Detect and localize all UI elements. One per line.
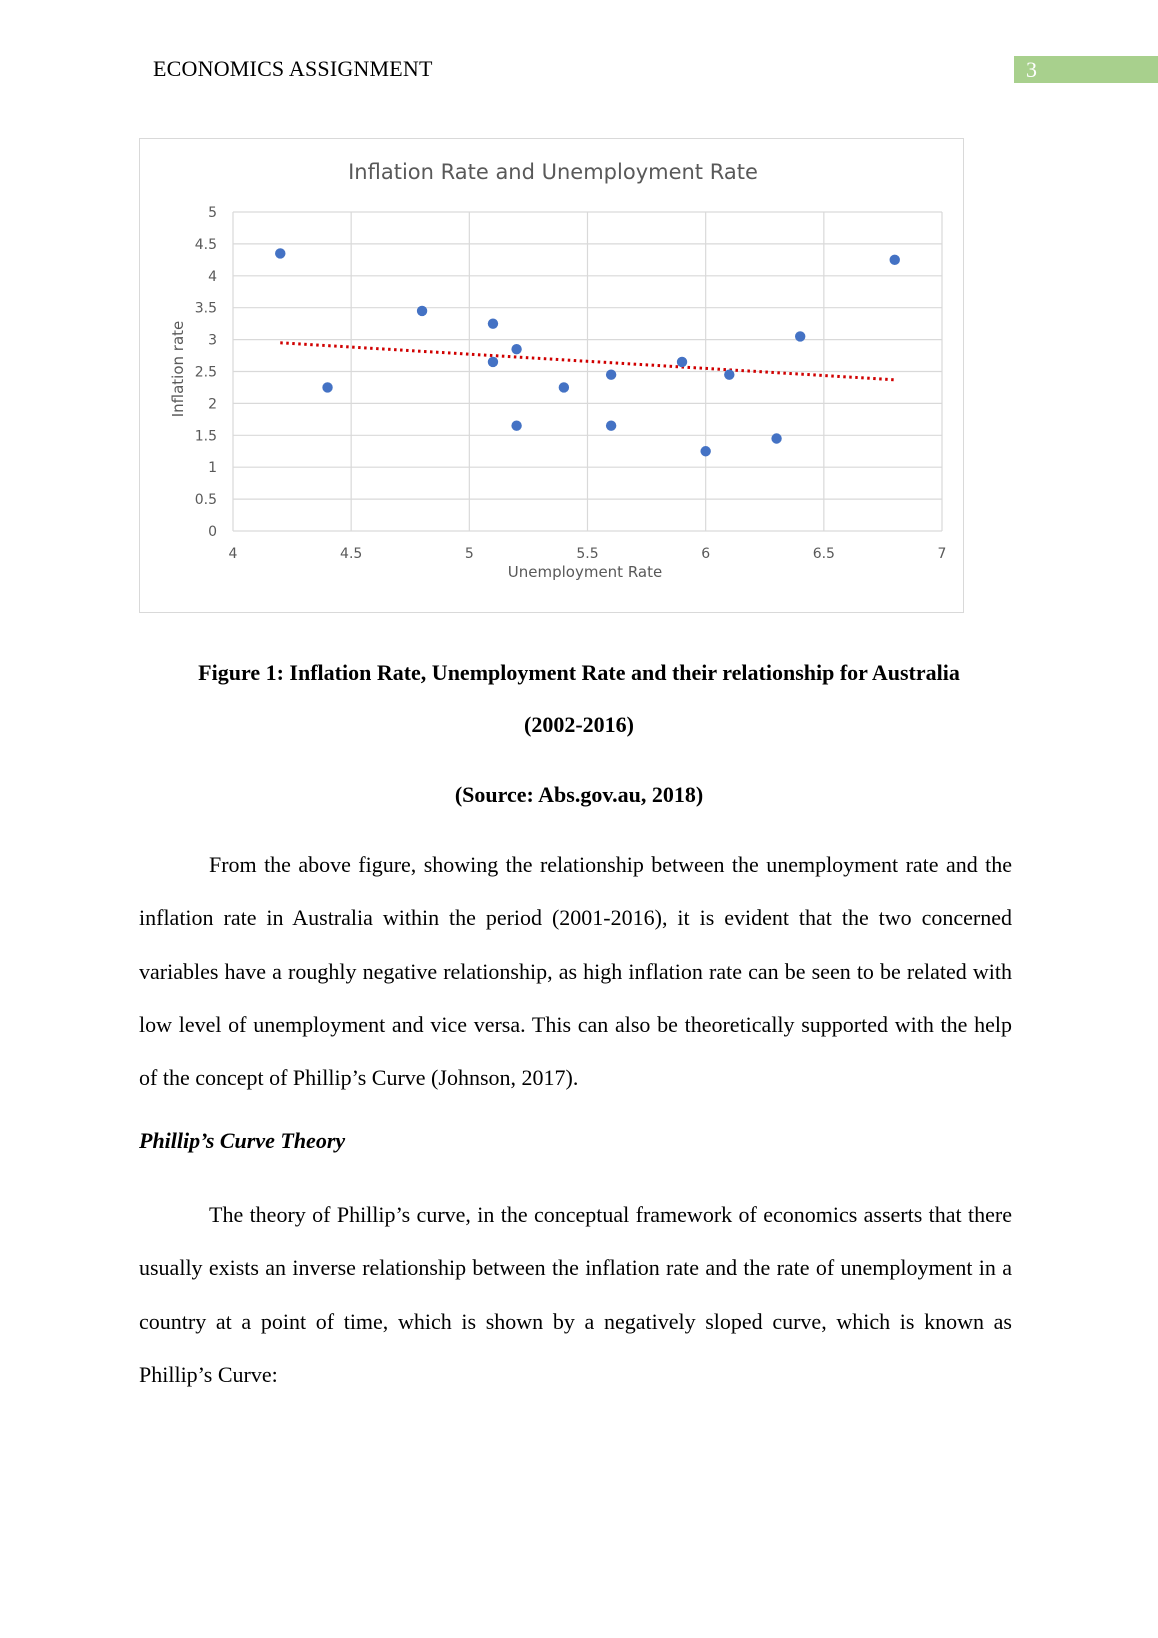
body-paragraph-1: From the above figure, showing the relationship between the unemployment rate and the inflation rate in Australia within the period (2001-2016), it is evident that the two concerned variables have a roughly negative relationship, as high inflation rate can be seen to be related with low level of unemployment and vice versa. This can also be theoretically supported with the help of the concept of Phillip’s Curve (Johnson, 2017).: [139, 852, 1012, 1091]
figure-caption: Figure 1: Inflation Rate, Unemployment Rate and their relationship for Australia: [198, 660, 960, 685]
y-axis-label: Inflation rate: [169, 320, 187, 418]
data-point: [795, 331, 805, 341]
chart-title: Inflation Rate and Unemployment Rate: [348, 160, 758, 184]
y-tick-label: 0.5: [194, 492, 217, 509]
section-heading: Phillip’s Curve Theory: [139, 1128, 346, 1153]
figure-source: (Source: Abs.gov.au, 2018): [454, 782, 704, 807]
x-tick-label: 7: [937, 546, 947, 562]
data-point: [511, 344, 521, 354]
data-point: [488, 318, 498, 328]
figure-caption-years: (2002-2016): [524, 712, 634, 737]
data-point: [677, 357, 687, 367]
y-tick-label: 3: [208, 332, 217, 349]
y-tick-label: 0: [208, 524, 217, 540]
y-tick-label: 2: [208, 396, 217, 413]
x-tick-label: 5: [464, 546, 474, 562]
y-tick-label: 2.5: [194, 364, 217, 381]
data-point: [559, 382, 569, 392]
page-number: 3: [1026, 57, 1037, 82]
data-point: [771, 433, 781, 443]
x-tick-label: 4.5: [340, 546, 363, 562]
data-point: [417, 306, 427, 316]
data-point: [488, 357, 498, 367]
chart-canvas: [140, 139, 965, 614]
running-header: ECONOMICS ASSIGNMENT: [153, 56, 433, 81]
data-point: [700, 446, 710, 456]
body-paragraph-2: The theory of Phillip’s curve, in the conceptual framework of economics asserts that there usually exists an inverse relationship between the inflation rate and the rate of unemployment in a country at a point of time, which is shown by a negatively sloped curve, which is known as Phillip’s Curve:: [139, 1202, 1012, 1387]
y-tick-label: 3.5: [194, 300, 217, 317]
data-point: [890, 255, 900, 265]
y-tick-label: 1.5: [194, 428, 217, 445]
y-tick-label: 5: [208, 205, 217, 221]
data-point: [724, 369, 734, 379]
y-tick-label: 4: [208, 268, 217, 285]
x-tick-label: 6.5: [812, 546, 835, 562]
data-point: [275, 248, 285, 258]
x-tick-label: 5.5: [576, 546, 599, 562]
scatter-chart: [139, 138, 964, 613]
x-tick-label: 4: [228, 546, 238, 562]
x-axis-ticks: [229, 546, 947, 562]
y-tick-label: 4.5: [194, 236, 217, 253]
x-tick-label: 6: [701, 546, 711, 562]
x-axis-label: Unemployment Rate: [507, 563, 663, 581]
data-point: [322, 382, 332, 392]
data-point: [606, 421, 616, 431]
y-tick-label: 1: [208, 460, 217, 477]
y-axis-ticks: [195, 205, 217, 540]
chart-gridlines: [233, 212, 942, 531]
page-number-badge: [1014, 56, 1158, 83]
data-point: [511, 421, 521, 431]
data-point: [606, 369, 616, 379]
